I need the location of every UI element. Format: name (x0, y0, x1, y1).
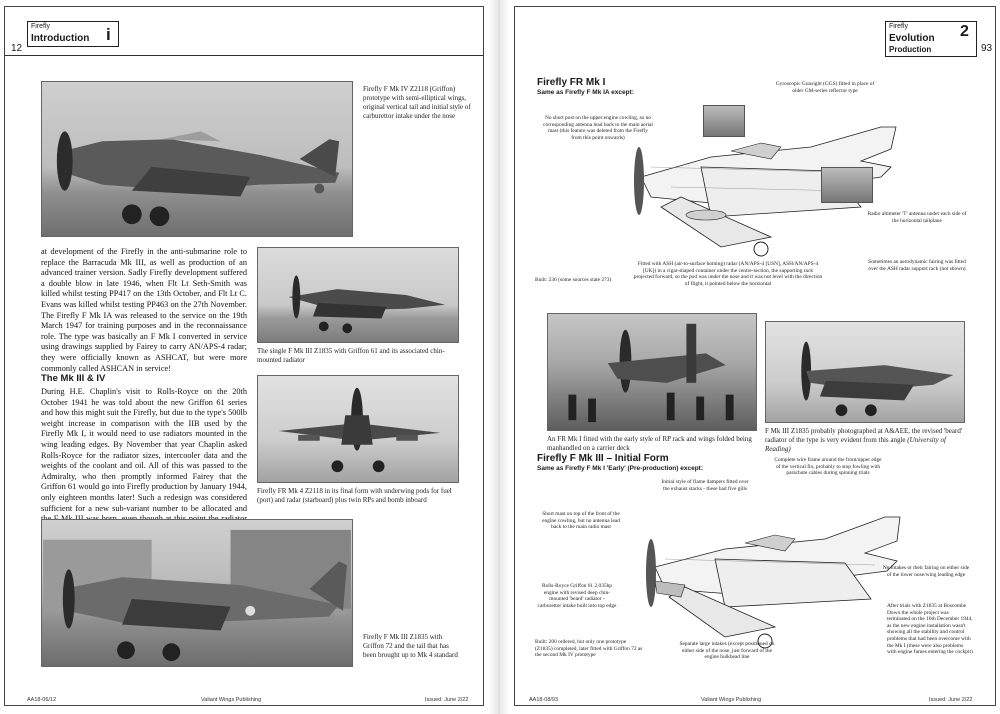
photo-firefly-fr4-z2118 (257, 375, 459, 483)
right-subsection-label: Production (889, 45, 932, 54)
left-footer-issue: Issued: June 2/22 (425, 697, 469, 703)
right-page-number: 93 (981, 43, 993, 54)
photo-firefly-mk3-z1835 (257, 247, 459, 343)
aircraft-silhouette-4 (42, 520, 352, 666)
left-section-label: Introduction (31, 33, 90, 44)
note-flame-dampers: Initial style of flame dampers fitted over the exhaust stacks - these had five gills (661, 479, 749, 492)
photo1-caption: Firefly F Mk IV Z2118 (Griffon) prototype with semi-elliptical wings, original vertical tail and initial style of carburettor intake under the nose (363, 85, 471, 120)
right-footer-issue: Issued: June 2/22 (929, 697, 973, 703)
photo-mk3-aaee (765, 321, 965, 423)
photo4-caption: Firefly F Mk III Z1835 with Griffon 72 and the tail that has been brought up to Mk 4 standard (363, 633, 458, 659)
right-page (514, 6, 996, 706)
aircraft-silhouette-6 (766, 322, 964, 422)
note-gunsight: Gyroscopic Gunsight (GGS) fitted in place of older GM-series reflector type (775, 81, 875, 94)
photo-firefly-mk4-prototype (41, 81, 353, 237)
left-footer-code: AA18-06/12 (27, 697, 57, 703)
note-separate-intakes: Separate large intakes (except positioned on either side of the nose, just forward of the engine bulkhead line (679, 641, 775, 661)
left-header-rule (5, 55, 483, 56)
right-series-label: Firefly (889, 23, 909, 30)
photo-firefly-mk3-griffon72 (41, 519, 353, 667)
photo5-caption: An FR Mk I fitted with the early style of RP rack and wings folded being manhandled on a carrier deck (547, 435, 752, 452)
firefly-mk3-line-drawing (625, 477, 915, 657)
left-footer-publisher: Valiant Wings Publishing (201, 697, 262, 703)
left-section-glyph: i (106, 25, 111, 44)
drawing1-subtitle: Same as Firefly F Mk IA except: (537, 89, 634, 96)
body-paragraph-2: During H.E. Chaplin's visit to Rolls-Royce on the 20th October 1941 he was told about the new Griffon 61 series and how this might suit the Firefly, but due to the type's 500lb weight increase in comparison with the IIB used by the Firefly Mk I, it would need to use radiators mounted in the wing leading edges. By November that year Chaplin asked Rolls-Royce for the radiator sizes, intercooler data and the weights of the coolant and oil. All of this was passed to the Admiralty, who then promptly informed Fairey that the Griffon 61 would go into Firefly production by January 1944, only eighteen months later! Such a redesign was considered sufficient for a new sub-variant number to be allocated and (41, 387, 247, 513)
body-paragraph-1: at development of the Firefly in the anti-submarine role to replace the Barracuda Mk III, as well as production of an advanced trainer version. Sadly Firefly development suffered a double blow in late 1946, when Flt Lt Seth-Smith was killed whilst testing PP417 on the 13th October, and Flt Lt C. Evans was killed whilst testing PP463 on the 27th November. The Firefly F Mk IA was released to the service on the 19th March 1947 for training purposes and in the reconnaissance role. The type was basically an F Mk I converted in service using drawings supplied by Fairey to carry AN/APS-4 radar; they were officially known as ASHCAT, but were more commonly called ASHCAN in service! (41, 247, 247, 373)
photo6-caption-text: F Mk III Z1835 probably photographed at A&AEE, the revised 'beard' radiator of the type is very evident from this angle (765, 427, 963, 444)
photo2-caption: The single F Mk III Z1835 with Griffon 61 and its associated chin-mounted radiator (257, 347, 445, 364)
note-radio-altimeter: Radio altimeter 'T' antenna under each side of the horizontal tailplane (867, 211, 967, 224)
photo6-credit: (University of Reading) (765, 436, 946, 453)
aircraft-silhouette-1 (42, 82, 352, 236)
right-section-label: Evolution (889, 33, 935, 44)
note-fr1-built: Built: 236 (some sources state 273) (535, 277, 612, 283)
aircraft-silhouette-2 (258, 248, 458, 342)
photo3-caption: Firefly FR Mk 4 Z2118 in its final form with underwing pods for fuel (port) and radar (starboard) plus twin RPs and bomb inboard (257, 487, 452, 504)
page-gutter (488, 0, 510, 714)
note-ash-radar: Fitted with ASH (air-to-surface homing) radar (AN/APS-4 [USN], ASH/AN/APS-4 [UK]) in a cigar-shaped container under the centre-section, the supporting rack projected forward, so the pod was under the nose and it was not level with the direction of flight, it pointed below the horizontal (633, 261, 823, 287)
right-footer-publisher: Valiant Wings Publishing (701, 697, 762, 703)
note-aero-fairing: Sometimes an aerodynamic fairing was fitted over the ASH radar support rack (not shown) (868, 259, 966, 272)
note-no-intakes: No intakes or their fairing on either side of the lower nose/wing leading edge (882, 565, 970, 578)
left-series-label: Firefly (31, 23, 51, 30)
deck-scene (548, 314, 756, 430)
gunsight-inset-photo (703, 105, 745, 137)
note-griffon-engine: Rolls-Royce Griffon 61 2,035hp engine with revised deep chin-mounted 'beard' radiator - carburettor intake built into top edge (537, 583, 617, 609)
aircraft-silhouette-3 (258, 376, 458, 482)
note-short-mast: Short mast on top of the front of the engine cowling, but no antenna lead back to the main radio mast (542, 511, 620, 531)
note-mk3-built: Built: 200 ordered, but only one prototype (Z1835) completed, later fitted with Griffon 72 as the second Mk IV prototype (535, 639, 643, 659)
left-page-number: 12 (11, 43, 23, 54)
right-section-glyph: 2 (960, 23, 969, 40)
note-trials: After trials with Z1835 at Boscombe Down the whole project was terminated on the 16th December 1944, as the new engine installation wasn't showing all the stability and control problems that had been overcome with the Mk I (these were also problems with engine fumes entering the cockpit) (887, 603, 973, 656)
right-header-box (885, 21, 977, 57)
photo6-caption (765, 427, 965, 454)
drawing1-title: Firefly FR Mk I (537, 77, 606, 88)
drawing2-subtitle: Same as Firefly F Mk I 'Early' (Pre-production) except: (537, 465, 703, 472)
drawing2-title: Firefly F Mk III – Initial Form (537, 453, 669, 464)
section-subhead: The Mk III & IV (41, 373, 106, 384)
photo-fr1-carrier-deck (547, 313, 757, 431)
right-footer-code: AA18-08/93 (529, 697, 559, 703)
altimeter-inset-photo (821, 167, 873, 203)
note-wire-frame: Complete wire frame around the front/upper edge of the vertical fin, probably to stop fowling with parachute cables during spinning trials (774, 457, 882, 477)
note-short-post: No short post on the upper engine cowling, so no corresponding antenna lead back to the main aerial mast (this feature was deleted from the Firefly from this point onwards) (543, 115, 653, 141)
left-header-box (27, 21, 119, 47)
left-page (4, 6, 484, 706)
